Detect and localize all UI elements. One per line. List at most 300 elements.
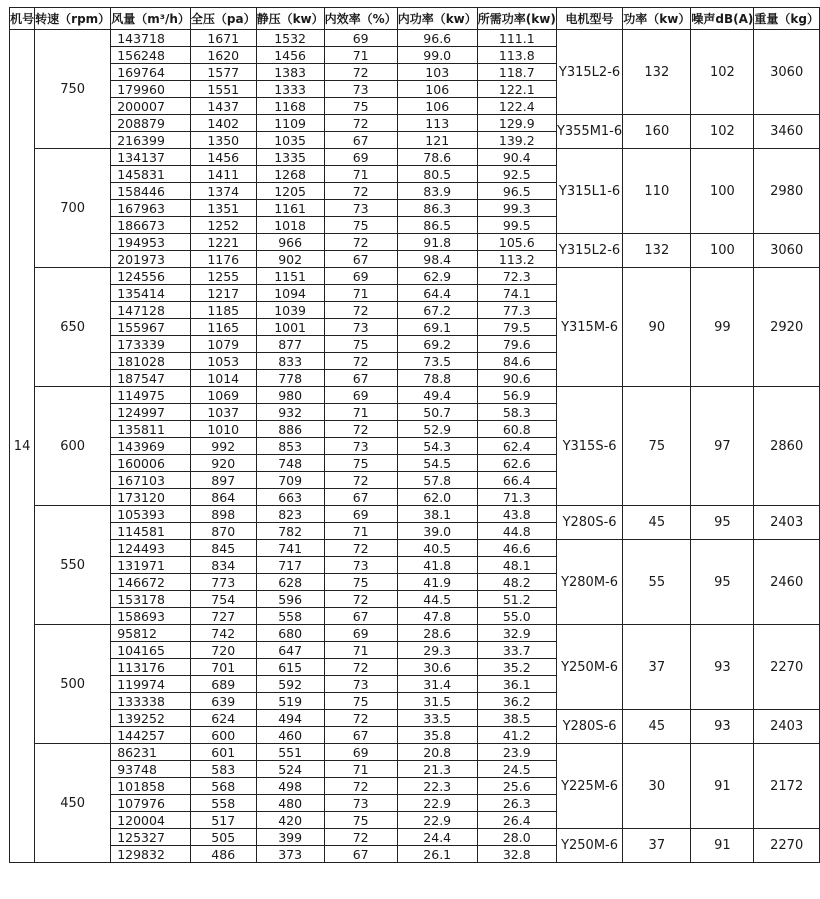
total-pressure-cell: 583: [190, 761, 256, 778]
motor-model-cell: Y280M-6: [556, 540, 622, 625]
table-row: [10, 149, 820, 166]
static-pressure-cell: 1035: [256, 132, 324, 149]
airflow-cell: 201973: [111, 251, 191, 268]
total-pressure-cell: 1079: [190, 336, 256, 353]
efficiency-cell: 67: [324, 846, 397, 863]
required-power-cell: 99.5: [477, 217, 556, 234]
required-power-cell: 43.8: [477, 506, 556, 523]
airflow-cell: 86231: [111, 744, 191, 761]
total-pressure-cell: 1221: [190, 234, 256, 251]
efficiency-cell: 73: [324, 200, 397, 217]
weight-cell: 2403: [754, 710, 820, 744]
airflow-cell: 133338: [111, 693, 191, 710]
efficiency-cell: 67: [324, 489, 397, 506]
airflow-cell: 113176: [111, 659, 191, 676]
total-pressure-cell: 1217: [190, 285, 256, 302]
total-pressure-cell: 1014: [190, 370, 256, 387]
airflow-cell: 156248: [111, 47, 191, 64]
airflow-cell: 146672: [111, 574, 191, 591]
speed-cell: 700: [35, 149, 111, 268]
static-pressure-cell: 494: [256, 710, 324, 727]
noise-cell: 102: [691, 30, 754, 115]
internal-power-cell: 106: [397, 98, 477, 115]
internal-power-cell: 54.5: [397, 455, 477, 472]
header-machine-no: 机号: [10, 8, 35, 30]
efficiency-cell: 75: [324, 812, 397, 829]
efficiency-cell: 71: [324, 761, 397, 778]
motor-power-cell: 75: [623, 387, 691, 506]
total-pressure-cell: 754: [190, 591, 256, 608]
static-pressure-cell: 519: [256, 693, 324, 710]
airflow-cell: 158446: [111, 183, 191, 200]
required-power-cell: 62.6: [477, 455, 556, 472]
required-power-cell: 79.6: [477, 336, 556, 353]
motor-model-cell: Y315M-6: [556, 268, 622, 387]
required-power-cell: 99.3: [477, 200, 556, 217]
header-required-power: 所需功率(kw): [477, 8, 556, 30]
internal-power-cell: 31.4: [397, 676, 477, 693]
required-power-cell: 44.8: [477, 523, 556, 540]
internal-power-cell: 40.5: [397, 540, 477, 557]
static-pressure-cell: 460: [256, 727, 324, 744]
static-pressure-cell: 932: [256, 404, 324, 421]
total-pressure-cell: 773: [190, 574, 256, 591]
internal-power-cell: 62.9: [397, 268, 477, 285]
efficiency-cell: 75: [324, 455, 397, 472]
weight-cell: 2403: [754, 506, 820, 540]
required-power-cell: 41.2: [477, 727, 556, 744]
speed-cell: 550: [35, 506, 111, 625]
airflow-cell: 125327: [111, 829, 191, 846]
table-row: [10, 234, 820, 251]
airflow-cell: 129832: [111, 846, 191, 863]
static-pressure-cell: 524: [256, 761, 324, 778]
static-pressure-cell: 628: [256, 574, 324, 591]
speed-cell: 650: [35, 268, 111, 387]
required-power-cell: 71.3: [477, 489, 556, 506]
static-pressure-cell: 420: [256, 812, 324, 829]
static-pressure-cell: 480: [256, 795, 324, 812]
noise-cell: 102: [691, 115, 754, 149]
motor-power-cell: 132: [623, 234, 691, 268]
internal-power-cell: 86.3: [397, 200, 477, 217]
efficiency-cell: 72: [324, 710, 397, 727]
internal-power-cell: 64.4: [397, 285, 477, 302]
required-power-cell: 26.4: [477, 812, 556, 829]
required-power-cell: 96.5: [477, 183, 556, 200]
static-pressure-cell: 1018: [256, 217, 324, 234]
required-power-cell: 122.4: [477, 98, 556, 115]
efficiency-cell: 67: [324, 132, 397, 149]
internal-power-cell: 106: [397, 81, 477, 98]
efficiency-cell: 72: [324, 183, 397, 200]
static-pressure-cell: 1109: [256, 115, 324, 132]
internal-power-cell: 69.1: [397, 319, 477, 336]
efficiency-cell: 75: [324, 693, 397, 710]
static-pressure-cell: 782: [256, 523, 324, 540]
motor-power-cell: 110: [623, 149, 691, 234]
airflow-cell: 169764: [111, 64, 191, 81]
required-power-cell: 26.3: [477, 795, 556, 812]
required-power-cell: 79.5: [477, 319, 556, 336]
internal-power-cell: 98.4: [397, 251, 477, 268]
static-pressure-cell: 399: [256, 829, 324, 846]
static-pressure-cell: 778: [256, 370, 324, 387]
motor-model-cell: Y315L2-6: [556, 30, 622, 115]
internal-power-cell: 52.9: [397, 421, 477, 438]
motor-model-cell: Y250M-6: [556, 625, 622, 710]
speed-cell: 600: [35, 387, 111, 506]
required-power-cell: 48.2: [477, 574, 556, 591]
required-power-cell: 28.0: [477, 829, 556, 846]
internal-power-cell: 35.8: [397, 727, 477, 744]
noise-cell: 95: [691, 506, 754, 540]
static-pressure-cell: 748: [256, 455, 324, 472]
total-pressure-cell: 1165: [190, 319, 256, 336]
noise-cell: 93: [691, 625, 754, 710]
internal-power-cell: 21.3: [397, 761, 477, 778]
total-pressure-cell: 1374: [190, 183, 256, 200]
motor-power-cell: 160: [623, 115, 691, 149]
static-pressure-cell: 853: [256, 438, 324, 455]
total-pressure-cell: 1411: [190, 166, 256, 183]
total-pressure-cell: 727: [190, 608, 256, 625]
static-pressure-cell: 709: [256, 472, 324, 489]
internal-power-cell: 31.5: [397, 693, 477, 710]
total-pressure-cell: 834: [190, 557, 256, 574]
machine-number-cell: 14: [10, 30, 35, 863]
motor-model-cell: Y280S-6: [556, 710, 622, 744]
internal-power-cell: 22.3: [397, 778, 477, 795]
required-power-cell: 36.2: [477, 693, 556, 710]
internal-power-cell: 30.6: [397, 659, 477, 676]
efficiency-cell: 75: [324, 336, 397, 353]
weight-cell: 2270: [754, 829, 820, 863]
static-pressure-cell: 877: [256, 336, 324, 353]
efficiency-cell: 67: [324, 608, 397, 625]
table-row: [10, 268, 820, 285]
noise-cell: 91: [691, 829, 754, 863]
motor-power-cell: 37: [623, 829, 691, 863]
total-pressure-cell: 601: [190, 744, 256, 761]
airflow-cell: 173120: [111, 489, 191, 506]
table-row: [10, 540, 820, 557]
airflow-cell: 114975: [111, 387, 191, 404]
airflow-cell: 181028: [111, 353, 191, 370]
required-power-cell: 90.4: [477, 149, 556, 166]
efficiency-cell: 72: [324, 64, 397, 81]
table-row: [10, 30, 820, 47]
noise-cell: 99: [691, 268, 754, 387]
required-power-cell: 111.1: [477, 30, 556, 47]
internal-power-cell: 121: [397, 132, 477, 149]
static-pressure-cell: 823: [256, 506, 324, 523]
airflow-cell: 124493: [111, 540, 191, 557]
table-body: [10, 30, 820, 863]
static-pressure-cell: 1094: [256, 285, 324, 302]
required-power-cell: 77.3: [477, 302, 556, 319]
static-pressure-cell: 596: [256, 591, 324, 608]
airflow-cell: 147128: [111, 302, 191, 319]
static-pressure-cell: 373: [256, 846, 324, 863]
internal-power-cell: 50.7: [397, 404, 477, 421]
airflow-cell: 114581: [111, 523, 191, 540]
header-motor-power: 功率（kw）: [623, 8, 691, 30]
efficiency-cell: 69: [324, 30, 397, 47]
weight-cell: 3060: [754, 30, 820, 115]
total-pressure-cell: 639: [190, 693, 256, 710]
static-pressure-cell: 498: [256, 778, 324, 795]
speed-cell: 500: [35, 625, 111, 744]
motor-model-cell: Y315L2-6: [556, 234, 622, 268]
internal-power-cell: 78.6: [397, 149, 477, 166]
static-pressure-cell: 966: [256, 234, 324, 251]
total-pressure-cell: 1185: [190, 302, 256, 319]
airflow-cell: 105393: [111, 506, 191, 523]
efficiency-cell: 71: [324, 642, 397, 659]
static-pressure-cell: 886: [256, 421, 324, 438]
airflow-cell: 160006: [111, 455, 191, 472]
airflow-cell: 208879: [111, 115, 191, 132]
airflow-cell: 124997: [111, 404, 191, 421]
internal-power-cell: 69.2: [397, 336, 477, 353]
efficiency-cell: 75: [324, 98, 397, 115]
required-power-cell: 74.1: [477, 285, 556, 302]
required-power-cell: 23.9: [477, 744, 556, 761]
motor-power-cell: 45: [623, 710, 691, 744]
airflow-cell: 153178: [111, 591, 191, 608]
motor-model-cell: Y315S-6: [556, 387, 622, 506]
speed-cell: 750: [35, 30, 111, 149]
table-row: [10, 710, 820, 727]
airflow-cell: 139252: [111, 710, 191, 727]
motor-model-cell: Y250M-6: [556, 829, 622, 863]
internal-power-cell: 78.8: [397, 370, 477, 387]
total-pressure-cell: 486: [190, 846, 256, 863]
internal-power-cell: 39.0: [397, 523, 477, 540]
airflow-cell: 216399: [111, 132, 191, 149]
internal-power-cell: 41.9: [397, 574, 477, 591]
total-pressure-cell: 1350: [190, 132, 256, 149]
internal-power-cell: 38.1: [397, 506, 477, 523]
efficiency-cell: 71: [324, 285, 397, 302]
motor-power-cell: 37: [623, 625, 691, 710]
total-pressure-cell: 1620: [190, 47, 256, 64]
airflow-cell: 107976: [111, 795, 191, 812]
efficiency-cell: 69: [324, 625, 397, 642]
efficiency-cell: 75: [324, 574, 397, 591]
efficiency-cell: 69: [324, 149, 397, 166]
static-pressure-cell: 1268: [256, 166, 324, 183]
static-pressure-cell: 663: [256, 489, 324, 506]
internal-power-cell: 41.8: [397, 557, 477, 574]
motor-power-cell: 30: [623, 744, 691, 829]
static-pressure-cell: 592: [256, 676, 324, 693]
internal-power-cell: 96.6: [397, 30, 477, 47]
header-speed: 转速（rpm）: [35, 8, 111, 30]
header-motor-model: 电机型号: [556, 8, 622, 30]
airflow-cell: 144257: [111, 727, 191, 744]
efficiency-cell: 72: [324, 778, 397, 795]
airflow-cell: 104165: [111, 642, 191, 659]
static-pressure-cell: 1205: [256, 183, 324, 200]
airflow-cell: 120004: [111, 812, 191, 829]
required-power-cell: 51.2: [477, 591, 556, 608]
total-pressure-cell: 689: [190, 676, 256, 693]
efficiency-cell: 71: [324, 404, 397, 421]
airflow-cell: 131971: [111, 557, 191, 574]
efficiency-cell: 72: [324, 659, 397, 676]
efficiency-cell: 73: [324, 319, 397, 336]
efficiency-cell: 69: [324, 744, 397, 761]
required-power-cell: 122.1: [477, 81, 556, 98]
efficiency-cell: 72: [324, 353, 397, 370]
table-row: [10, 506, 820, 523]
total-pressure-cell: 1069: [190, 387, 256, 404]
airflow-cell: 145831: [111, 166, 191, 183]
required-power-cell: 33.7: [477, 642, 556, 659]
total-pressure-cell: 845: [190, 540, 256, 557]
total-pressure-cell: 720: [190, 642, 256, 659]
internal-power-cell: 67.2: [397, 302, 477, 319]
total-pressure-cell: 1053: [190, 353, 256, 370]
internal-power-cell: 22.9: [397, 795, 477, 812]
efficiency-cell: 72: [324, 421, 397, 438]
static-pressure-cell: 1456: [256, 47, 324, 64]
internal-power-cell: 80.5: [397, 166, 477, 183]
table-row: [10, 115, 820, 132]
required-power-cell: 139.2: [477, 132, 556, 149]
total-pressure-cell: 742: [190, 625, 256, 642]
internal-power-cell: 103: [397, 64, 477, 81]
efficiency-cell: 69: [324, 506, 397, 523]
internal-power-cell: 49.4: [397, 387, 477, 404]
total-pressure-cell: 1402: [190, 115, 256, 132]
required-power-cell: 113.2: [477, 251, 556, 268]
motor-power-cell: 90: [623, 268, 691, 387]
weight-cell: 2920: [754, 268, 820, 387]
required-power-cell: 38.5: [477, 710, 556, 727]
total-pressure-cell: 701: [190, 659, 256, 676]
fan-performance-table: [9, 7, 820, 863]
airflow-cell: 135414: [111, 285, 191, 302]
static-pressure-cell: 1383: [256, 64, 324, 81]
airflow-cell: 167963: [111, 200, 191, 217]
noise-cell: 95: [691, 540, 754, 625]
motor-power-cell: 45: [623, 506, 691, 540]
static-pressure-cell: 1151: [256, 268, 324, 285]
airflow-cell: 134137: [111, 149, 191, 166]
total-pressure-cell: 897: [190, 472, 256, 489]
total-pressure-cell: 1551: [190, 81, 256, 98]
required-power-cell: 25.6: [477, 778, 556, 795]
header-internal-efficiency: 内效率（%）: [324, 8, 397, 30]
header-row: [10, 8, 820, 30]
static-pressure-cell: 902: [256, 251, 324, 268]
required-power-cell: 62.4: [477, 438, 556, 455]
efficiency-cell: 73: [324, 438, 397, 455]
required-power-cell: 56.9: [477, 387, 556, 404]
static-pressure-cell: 615: [256, 659, 324, 676]
static-pressure-cell: 1333: [256, 81, 324, 98]
efficiency-cell: 71: [324, 47, 397, 64]
airflow-cell: 155967: [111, 319, 191, 336]
efficiency-cell: 72: [324, 472, 397, 489]
airflow-cell: 135811: [111, 421, 191, 438]
total-pressure-cell: 517: [190, 812, 256, 829]
internal-power-cell: 113: [397, 115, 477, 132]
efficiency-cell: 73: [324, 795, 397, 812]
internal-power-cell: 83.9: [397, 183, 477, 200]
efficiency-cell: 71: [324, 166, 397, 183]
efficiency-cell: 71: [324, 523, 397, 540]
header-static-pressure: 静压（kw）: [256, 8, 324, 30]
motor-power-cell: 132: [623, 30, 691, 115]
required-power-cell: 35.2: [477, 659, 556, 676]
internal-power-cell: 54.3: [397, 438, 477, 455]
airflow-cell: 194953: [111, 234, 191, 251]
header-airflow: 风量（m³/h）: [111, 8, 191, 30]
header-internal-power: 内功率（kw）: [397, 8, 477, 30]
total-pressure-cell: 624: [190, 710, 256, 727]
airflow-cell: 119974: [111, 676, 191, 693]
weight-cell: 2860: [754, 387, 820, 506]
efficiency-cell: 72: [324, 540, 397, 557]
noise-cell: 97: [691, 387, 754, 506]
efficiency-cell: 69: [324, 387, 397, 404]
motor-power-cell: 55: [623, 540, 691, 625]
efficiency-cell: 67: [324, 251, 397, 268]
table-row: [10, 829, 820, 846]
efficiency-cell: 72: [324, 234, 397, 251]
airflow-cell: 167103: [111, 472, 191, 489]
airflow-cell: 173339: [111, 336, 191, 353]
static-pressure-cell: 1335: [256, 149, 324, 166]
required-power-cell: 55.0: [477, 608, 556, 625]
airflow-cell: 200007: [111, 98, 191, 115]
total-pressure-cell: 898: [190, 506, 256, 523]
airflow-cell: 179960: [111, 81, 191, 98]
static-pressure-cell: 551: [256, 744, 324, 761]
table-row: [10, 625, 820, 642]
total-pressure-cell: 870: [190, 523, 256, 540]
airflow-cell: 186673: [111, 217, 191, 234]
required-power-cell: 72.3: [477, 268, 556, 285]
total-pressure-cell: 1456: [190, 149, 256, 166]
total-pressure-cell: 1671: [190, 30, 256, 47]
weight-cell: 2172: [754, 744, 820, 829]
internal-power-cell: 22.9: [397, 812, 477, 829]
efficiency-cell: 73: [324, 676, 397, 693]
total-pressure-cell: 1037: [190, 404, 256, 421]
airflow-cell: 158693: [111, 608, 191, 625]
required-power-cell: 118.7: [477, 64, 556, 81]
noise-cell: 93: [691, 710, 754, 744]
total-pressure-cell: 1577: [190, 64, 256, 81]
efficiency-cell: 75: [324, 217, 397, 234]
header-weight: 重量（kg）: [754, 8, 820, 30]
motor-model-cell: Y355M1-6: [556, 115, 622, 149]
total-pressure-cell: 1010: [190, 421, 256, 438]
total-pressure-cell: 1351: [190, 200, 256, 217]
internal-power-cell: 62.0: [397, 489, 477, 506]
static-pressure-cell: 558: [256, 608, 324, 625]
efficiency-cell: 72: [324, 302, 397, 319]
required-power-cell: 66.4: [477, 472, 556, 489]
efficiency-cell: 67: [324, 370, 397, 387]
weight-cell: 2270: [754, 625, 820, 710]
weight-cell: 2980: [754, 149, 820, 234]
